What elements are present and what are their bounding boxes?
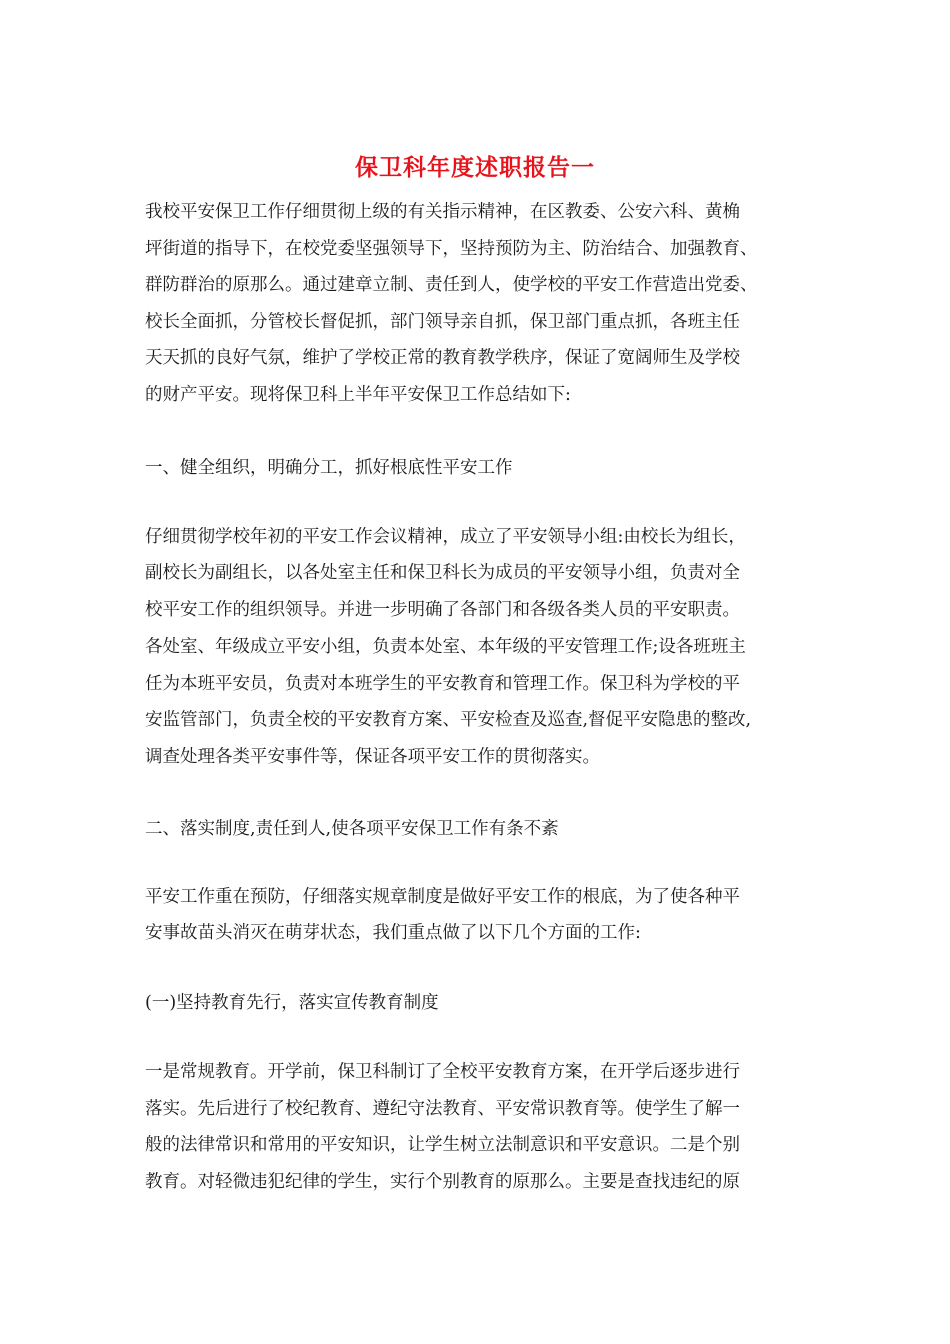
paragraph-line: 天天抓的良好气氛，维护了学校正常的教育教学秩序，保证了宽阔师生及学校 xyxy=(145,348,740,368)
paragraph-line: 我校平安保卫工作仔细贯彻上级的有关指示精神，在区教委、公安六科、黄桷 xyxy=(145,202,740,222)
paragraph-line: 校平安工作的组织领导。并进一步明确了各部门和各级各类人员的平安职责。 xyxy=(145,600,740,620)
paragraph-line: 各处室、年级成立平安小组，负责本处室、本年级的平安管理工作;设各班班主 xyxy=(145,637,746,657)
paragraph-line: 任为本班平安员，负责对本班学生的平安教育和管理工作。保卫科为学校的平 xyxy=(145,674,740,694)
subsection-heading: (一)坚持教育先行，落实宣传教育制度 xyxy=(145,993,439,1013)
paragraph-line: 仔细贯彻学校年初的平安工作会议精神，成立了平安领导小组:由校长为组长， xyxy=(145,527,746,547)
paragraph-line: 教育。对轻微违犯纪律的学生，实行个别教育的原那么。主要是查找违纪的原 xyxy=(145,1172,740,1192)
section-heading: 二、落实制度,责任到人,使各项平安保卫工作有条不紊 xyxy=(145,819,559,839)
paragraph-line: 一是常规教育。开学前，保卫科制订了全校平安教育方案，在开学后逐步进行 xyxy=(145,1062,740,1082)
paragraph-line: 的财产平安。现将保卫科上半年平安保卫工作总结如下: xyxy=(145,385,571,405)
paragraph-line: 平安工作重在预防，仔细落实规章制度是做好平安工作的根底，为了使各种平 xyxy=(145,887,740,907)
paragraph-line: 般的法律常识和常用的平安知识，让学生树立法制意识和平安意识。二是个别 xyxy=(145,1135,740,1155)
paragraph-line: 安事故苗头消灭在萌芽状态，我们重点做了以下几个方面的工作: xyxy=(145,923,641,943)
paragraph-line: 安监管部门，负责全校的平安教育方案、平安检查及巡查,督促平安隐患的整改, xyxy=(145,710,752,730)
document-title: 保卫科年度述职报告一 xyxy=(355,154,595,181)
paragraph-line: 校长全面抓，分管校长督促抓，部门领导亲自抓，保卫部门重点抓，各班主任 xyxy=(145,312,740,332)
paragraph-line: 群防群治的原那么。通过建章立制、责任到人，使学校的平安工作营造出党委、 xyxy=(145,275,758,295)
paragraph-line: 坪街道的指导下，在校党委坚强领导下，坚持预防为主、防治结合、加强教育、 xyxy=(145,239,758,259)
section-heading: 一、健全组织，明确分工，抓好根底性平安工作 xyxy=(145,458,513,478)
paragraph-line: 落实。先后进行了校纪教育、遵纪守法教育、平安常识教育等。使学生了解一 xyxy=(145,1099,740,1119)
paragraph-line: 调查处理各类平安事件等，保证各项平安工作的贯彻落实。 xyxy=(145,747,600,767)
paragraph-line: 副校长为副组长，以各处室主任和保卫科长为成员的平安领导小组，负责对全 xyxy=(145,563,740,583)
